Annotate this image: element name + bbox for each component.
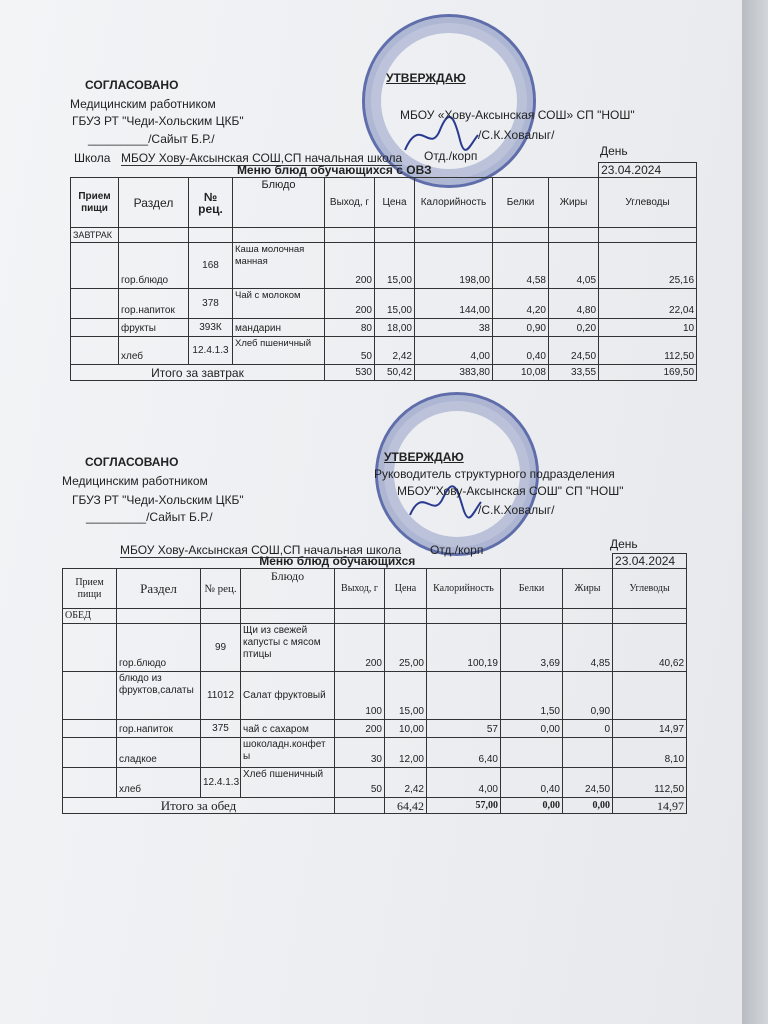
row-carbs: 22,04 (599, 289, 697, 319)
row-output: 50 (335, 768, 385, 798)
header-recipe: № рец. (189, 178, 233, 228)
row-recipe: 393К (189, 319, 233, 337)
total-price: 50,42 (375, 365, 415, 381)
row-recipe (201, 738, 241, 768)
total-carbs: 14,97 (613, 798, 687, 814)
table-row (71, 243, 697, 289)
header-section: Раздел (119, 178, 189, 228)
row-recipe: 168 (189, 243, 233, 289)
header-recipe: № рец. (201, 569, 241, 609)
row-output: 80 (325, 319, 375, 337)
row-protein: 0,90 (493, 319, 549, 337)
row-protein (501, 738, 563, 768)
row-output: 200 (325, 289, 375, 319)
row-section: гор.блюдо (119, 243, 189, 289)
confirm-line2: /С.К.Ховалыг/ (478, 128, 555, 142)
school-name: МБОУ Хову-Аксынская СОШ,СП начальная школа (120, 543, 402, 557)
header-kcal: Калорийность (415, 178, 493, 228)
menu-title: Меню блюд обучающихся с ОВЗ (71, 163, 599, 178)
row-price: 15,00 (385, 672, 427, 720)
approved-title: СОГЛАСОВАНО (85, 455, 179, 469)
row-dish: Чай с молоком (233, 289, 325, 319)
background-wall (742, 0, 768, 1024)
row-kcal: 57 (427, 720, 501, 738)
confirm-line1: МБОУ «Хову-Аксынская СОШ» СП "НОШ" (400, 108, 635, 122)
day-label: День (610, 537, 638, 551)
confirm-line2: МБОУ"Хову-Аксынская СОШ" СП "НОШ" (397, 484, 624, 498)
row-price: 18,00 (375, 319, 415, 337)
row-recipe: 375 (201, 720, 241, 738)
header-fat: Жиры (549, 178, 599, 228)
approved-line1: Медицинским работником (62, 474, 208, 488)
row-price: 15,00 (375, 289, 415, 319)
row-price: 25,00 (385, 624, 427, 672)
total-row (71, 365, 697, 381)
row-kcal: 6,40 (427, 738, 501, 768)
table-row (71, 337, 697, 365)
approved-line2: ГБУЗ РТ "Чеди-Хольским ЦКБ" (72, 493, 244, 507)
row-dish: Хлеб пшеничный (233, 337, 325, 365)
row-kcal: 144,00 (415, 289, 493, 319)
header-meal: Прием пищи (71, 178, 119, 228)
row-carbs: 14,97 (613, 720, 687, 738)
row-fat: 0,90 (563, 672, 613, 720)
total-row (63, 798, 687, 814)
header-carbs: Углеводы (613, 569, 687, 609)
approved-line3: _________/Сайыт Б.Р./ (86, 510, 213, 524)
day-label: День (600, 144, 628, 158)
row-kcal: 38 (415, 319, 493, 337)
row-section: хлеб (117, 768, 201, 798)
total-protein: 0,00 (501, 798, 563, 814)
row-section: гор.напиток (119, 289, 189, 319)
row-recipe: 12.4.1.3 (201, 768, 241, 798)
row-output: 50 (325, 337, 375, 365)
table-row (63, 720, 687, 738)
row-fat: 4,85 (563, 624, 613, 672)
header-dish: Блюдо (233, 178, 325, 228)
row-kcal (427, 672, 501, 720)
row-dish: Щи из свежей капусты с мясом птицы (241, 624, 335, 672)
row-fat: 4,80 (549, 289, 599, 319)
row-price: 2,42 (375, 337, 415, 365)
menu-date: 23.04.2024 (613, 554, 687, 569)
approved-line2: ГБУЗ РТ "Чеди-Хольским ЦКБ" (72, 114, 244, 128)
row-carbs: 112,50 (613, 768, 687, 798)
header-meal: Прием пищи (63, 569, 117, 609)
row-protein: 0,40 (493, 337, 549, 365)
total-price: 64,42 (385, 798, 427, 814)
row-recipe: 378 (189, 289, 233, 319)
row-section: гор.блюдо (117, 624, 201, 672)
header-protein: Белки (501, 569, 563, 609)
row-recipe: 11012 (201, 672, 241, 720)
row-carbs (613, 672, 687, 720)
row-fat: 24,50 (549, 337, 599, 365)
menu-title: Меню блюд обучающихся (63, 554, 613, 569)
row-dish: Каша молочная манная (233, 243, 325, 289)
meal-label: ЗАВТРАК (71, 228, 119, 243)
confirm-title: УТВЕРЖДАЮ (384, 450, 464, 464)
table-row (71, 289, 697, 319)
row-output: 200 (335, 720, 385, 738)
header-output: Выход, г (335, 569, 385, 609)
row-protein: 0,40 (501, 768, 563, 798)
table-row (63, 738, 687, 768)
row-carbs: 40,62 (613, 624, 687, 672)
row-carbs: 25,16 (599, 243, 697, 289)
row-protein: 0,00 (501, 720, 563, 738)
row-recipe: 12.4.1.3 (189, 337, 233, 365)
table-row (71, 319, 697, 337)
row-recipe: 99 (201, 624, 241, 672)
row-section: блюдо из фруктов,салаты (117, 672, 201, 720)
otd-label: Отд./корп (430, 543, 484, 557)
meal-label: ОБЕД (63, 609, 117, 624)
total-label: Итого за завтрак (71, 365, 325, 381)
row-output: 200 (325, 243, 375, 289)
menu-table-ovz (70, 162, 697, 381)
row-carbs: 112,50 (599, 337, 697, 365)
header-section: Раздел (117, 569, 201, 609)
total-label: Итого за обед (63, 798, 335, 814)
row-dish: чай с сахаром (241, 720, 335, 738)
row-kcal: 4,00 (415, 337, 493, 365)
school-label: Школа (74, 151, 111, 165)
row-output: 100 (335, 672, 385, 720)
row-carbs: 10 (599, 319, 697, 337)
total-kcal: 383,80 (415, 365, 493, 381)
total-carbs: 169,50 (599, 365, 697, 381)
row-protein: 3,69 (501, 624, 563, 672)
row-section: фрукты (119, 319, 189, 337)
menu-table-regular (62, 553, 687, 814)
row-protein: 4,58 (493, 243, 549, 289)
otd-label: Отд./корп (424, 149, 478, 163)
header-fat: Жиры (563, 569, 613, 609)
row-dish: Салат фруктовый (241, 672, 335, 720)
approved-line3: _________/Сайыт Б.Р./ (88, 132, 215, 146)
row-section: сладкое (117, 738, 201, 768)
row-price: 12,00 (385, 738, 427, 768)
row-output: 30 (335, 738, 385, 768)
row-protein: 1,50 (501, 672, 563, 720)
row-price: 2,42 (385, 768, 427, 798)
header-output: Выход, г (325, 178, 375, 228)
table-row (63, 672, 687, 720)
total-output: 530 (325, 365, 375, 381)
approved-line1: Медицинским работником (70, 97, 216, 111)
row-protein: 4,20 (493, 289, 549, 319)
row-kcal: 198,00 (415, 243, 493, 289)
total-protein: 10,08 (493, 365, 549, 381)
row-fat: 24,50 (563, 768, 613, 798)
header-protein: Белки (493, 178, 549, 228)
row-dish: шоколадн.конфеты (241, 738, 335, 768)
approved-title: СОГЛАСОВАНО (85, 78, 179, 92)
row-carbs: 8,10 (613, 738, 687, 768)
header-carbs: Углеводы (599, 178, 697, 228)
row-fat: 0 (563, 720, 613, 738)
row-price: 15,00 (375, 243, 415, 289)
row-output: 200 (335, 624, 385, 672)
table-row (63, 624, 687, 672)
row-kcal: 4,00 (427, 768, 501, 798)
total-fat: 33,55 (549, 365, 599, 381)
row-dish: Хлеб пшеничный (241, 768, 335, 798)
header-dish: Блюдо (241, 569, 335, 609)
total-kcal: 57,00 (427, 798, 501, 814)
total-fat: 0,00 (563, 798, 613, 814)
row-dish: мандарин (233, 319, 325, 337)
confirm-title: УТВЕРЖДАЮ (386, 71, 466, 85)
header-kcal: Калорийность (427, 569, 501, 609)
header-price: Цена (375, 178, 415, 228)
school-name: МБОУ Хову-Аксынская СОШ,СП начальная школа (121, 151, 403, 165)
row-fat (563, 738, 613, 768)
confirm-line1: Руководитель структурного подразделения (374, 467, 615, 481)
confirm-line3: /С.К.Ховалыг/ (478, 503, 555, 517)
row-section: хлеб (119, 337, 189, 365)
menu-date: 23.04.2024 (599, 163, 697, 178)
row-fat: 4,05 (549, 243, 599, 289)
row-kcal: 100,19 (427, 624, 501, 672)
table-row (63, 768, 687, 798)
header-price: Цена (385, 569, 427, 609)
row-section: гор.напиток (117, 720, 201, 738)
row-fat: 0,20 (549, 319, 599, 337)
row-price: 10,00 (385, 720, 427, 738)
